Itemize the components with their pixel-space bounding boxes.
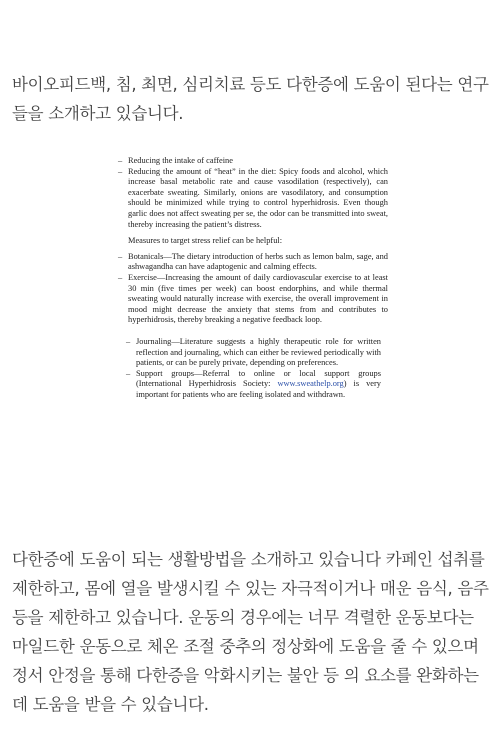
item-title: Botanicals— (128, 251, 172, 261)
list-item (118, 156, 388, 167)
item-title: Exercise— (128, 272, 166, 282)
item-body: Literature suggests a highly therapeutic role for written reflection and journaling, which can either be reviewed periodically with patients, or can be purely private, depending on preferences. (136, 336, 381, 368)
list-item (126, 369, 381, 401)
bullet-dash: – (118, 251, 123, 261)
list-item (126, 337, 381, 369)
bullet-dash: – (118, 156, 123, 165)
bullet-dash: – (118, 272, 123, 282)
item-title: Support groups— (136, 368, 203, 378)
bullet-dash: – (126, 336, 131, 346)
outro-paragraph: 다한증에 도움이 되는 생활방법을 소개하고 있습니다 카페인 섭취를 제한하고, 몸에 열을 발생시킬 수 있는 자극적이거나 매운 음식, 음주 등을 제한하고 있습니다. 운동의 경우에는 너무 격렬한 운동보다는 마일드한 운동으로 체온 조절 중추의 정상화에 도움을 줄 수 있으며 정서 안정을 통해 다한증을 악화시키는 불안 등 의 요소를 완화하는데 도움을 받을 수 있습니다. (12, 550, 489, 714)
item-body: Referral to online or local support groups (International Hyperhidrosis Society: (136, 368, 381, 389)
item-title: Reducing the intake of caffeine (128, 156, 233, 165)
item-title: Journaling— (136, 336, 180, 346)
item-body: ) is very important for patients who are feeling isolated and withdrawn. (136, 379, 381, 399)
list-item (118, 167, 388, 231)
bullet-dash: – (118, 166, 123, 176)
item-body: The dietary introduction of herbs such as lemon balm, sage, and ashwagandha can have adaptogenic and calming effects. (128, 251, 388, 272)
excerpt-subheading: Measures to target stress relief can be helpful: (128, 236, 283, 246)
list-item (118, 273, 388, 326)
item-body: Increasing the amount of daily cardiovascular exercise to at least 30 min (five times per week) can boost endorphins, and while thermal sweating would naturally increase with exercise, the overall improvement in mood might decrease the anxiety that stems from and contributes to hyperhidrosis, thereby breaking a negative feedback loop. (128, 272, 388, 325)
sweathelp-link[interactable]: www.sweathelp.org (277, 379, 344, 389)
list-item (118, 252, 388, 273)
intro-paragraph: 바이오피드백, 침, 최면, 심리치료 등도 다한증에 도움이 된다는 연구들을 소개하고 있습니다. (12, 75, 489, 123)
item-body: Spicy foods and alcohol, which increase basal metabolic rate and cause vasodilation (respectively), can exacerbate sweating. Similarly, onions are vasodilatory, and consumption should be minimized while trying to control hyperhidrosis. Even though garlic does not affect sweating per se, the odor can be transmitted into sweat, thereby increasing the patient’s distress. (128, 166, 388, 229)
article-excerpt-image (118, 156, 388, 400)
item-title: Reducing the amount of “heat” in the diet: (128, 166, 277, 176)
bullet-dash: – (126, 368, 131, 378)
